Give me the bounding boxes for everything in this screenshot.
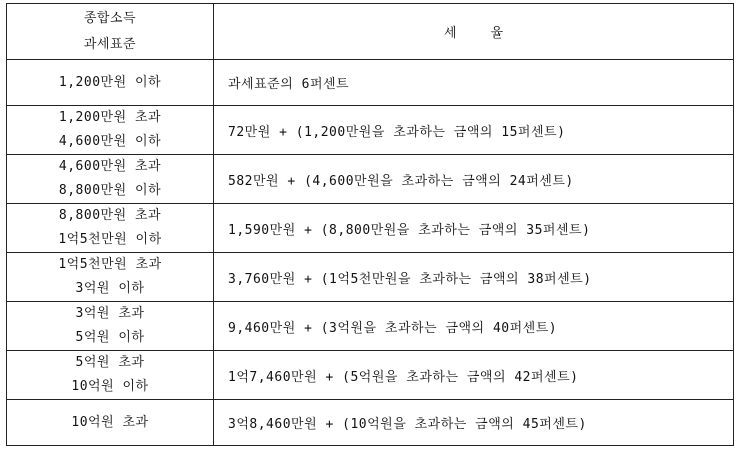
bracket-line1: 1,200만원 초과 (58, 110, 162, 125)
bracket-cell (7, 155, 214, 204)
table-row (7, 106, 734, 155)
rate-cell: 1억7,460만원 + (5억원을 초과하는 금액의 42퍼센트) (214, 351, 734, 400)
bracket-cell (7, 60, 214, 106)
bracket-line2: 8,800만원 이하 (58, 183, 162, 198)
header-bracket-line1: 종합소득 (83, 10, 137, 26)
header-rate (214, 4, 734, 60)
rate-cell: 1,590만원 + (8,800만원을 초과하는 금액의 35퍼센트) (214, 204, 734, 253)
bracket-line2: 4,600만원 이하 (58, 134, 162, 149)
bracket-line2: 1억5천만원 이하 (58, 232, 162, 247)
rate-cell: 과세표준의 6퍼센트 (214, 60, 734, 106)
bracket-line2: 5억원 이하 (75, 330, 145, 345)
rate-cell: 582만원 + (4,600만원을 초과하는 금액의 24퍼센트) (214, 155, 734, 204)
table-header-row (7, 4, 734, 60)
bracket-cell (7, 204, 214, 253)
bracket-cell (7, 253, 214, 302)
bracket-line1: 10억원 초과 (71, 415, 149, 430)
bracket-line2: 10억원 이하 (71, 379, 149, 394)
bracket-line2: 3억원 이하 (75, 281, 145, 296)
rate-cell: 3억8,460만원 + (10억원을 초과하는 금액의 45퍼센트) (214, 400, 734, 446)
header-bracket-line2: 과세표준 (83, 36, 137, 52)
table-row (7, 400, 734, 446)
tax-rate-table-container (6, 3, 733, 446)
table-row (7, 253, 734, 302)
bracket-cell (7, 106, 214, 155)
bracket-cell (7, 302, 214, 351)
rate-cell: 72만원 + (1,200만원을 초과하는 금액의 15퍼센트) (214, 106, 734, 155)
table-row (7, 302, 734, 351)
header-bracket (7, 4, 214, 60)
bracket-cell (7, 400, 214, 446)
header-rate-char2: 율 (490, 26, 504, 41)
table-row (7, 60, 734, 106)
header-rate-char1: 세 (443, 26, 457, 41)
table-row (7, 204, 734, 253)
rate-cell: 9,460만원 + (3억원을 초과하는 금액의 40퍼센트) (214, 302, 734, 351)
income-tax-rate-table (6, 3, 734, 446)
bracket-line1: 1,200만원 이하 (58, 75, 162, 90)
table-row (7, 351, 734, 400)
bracket-line1: 3억원 초과 (75, 306, 145, 321)
rate-cell: 3,760만원 + (1억5천만원을 초과하는 금액의 38퍼센트) (214, 253, 734, 302)
bracket-line1: 8,800만원 초과 (58, 208, 162, 223)
bracket-cell (7, 351, 214, 400)
bracket-line1: 5억원 초과 (75, 355, 145, 370)
table-row (7, 155, 734, 204)
bracket-line1: 4,600만원 초과 (58, 159, 162, 174)
bracket-line1: 1억5천만원 초과 (58, 257, 162, 272)
